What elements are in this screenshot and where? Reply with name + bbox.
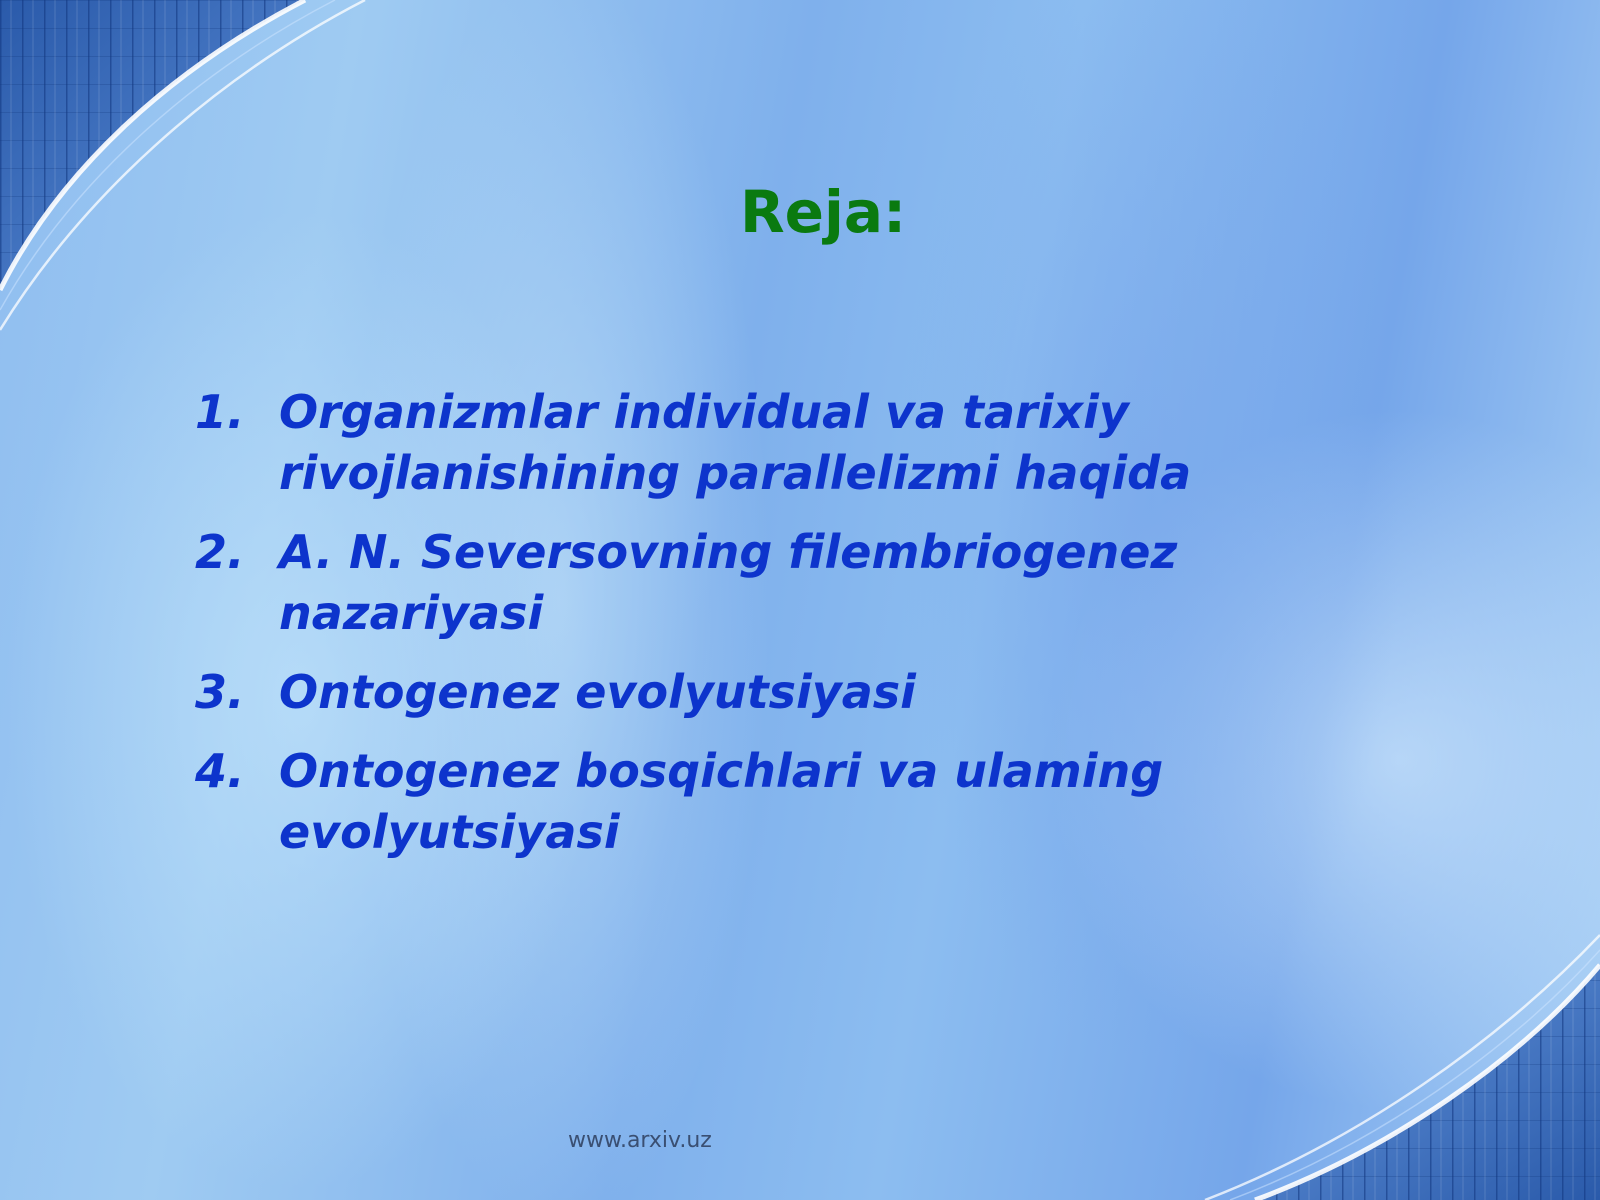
plan-item-number: 1. [195,385,245,439]
plan-item-3 [195,662,1195,723]
footer-website-link[interactable]: www.arxiv.uz [568,1128,712,1153]
plan-item-number: 3. [195,665,245,719]
plan-item-text: Organizmlar individual va tarixiy rivojlanishining parallelizmi haqida [279,385,1192,500]
plan-item-number: 2. [195,525,245,579]
plan-item-text: A. N. Seversovning filembriogenez nazariyasi [279,525,1178,640]
top-left-corner-ornament [0,0,365,330]
plan-item-1 [195,382,1195,504]
slide-title: Reja: [740,178,907,246]
plan-list [195,382,1195,881]
plan-item-text: Ontogenez bosqichlari va ulaming evolyutsiyasi [279,744,1164,859]
plan-item-4 [195,741,1195,863]
plan-item-2 [195,522,1195,644]
plan-item-number: 4. [195,744,245,798]
bottom-right-corner-ornament [1205,935,1600,1200]
plan-item-text: Ontogenez evolyutsiyasi [279,665,916,719]
